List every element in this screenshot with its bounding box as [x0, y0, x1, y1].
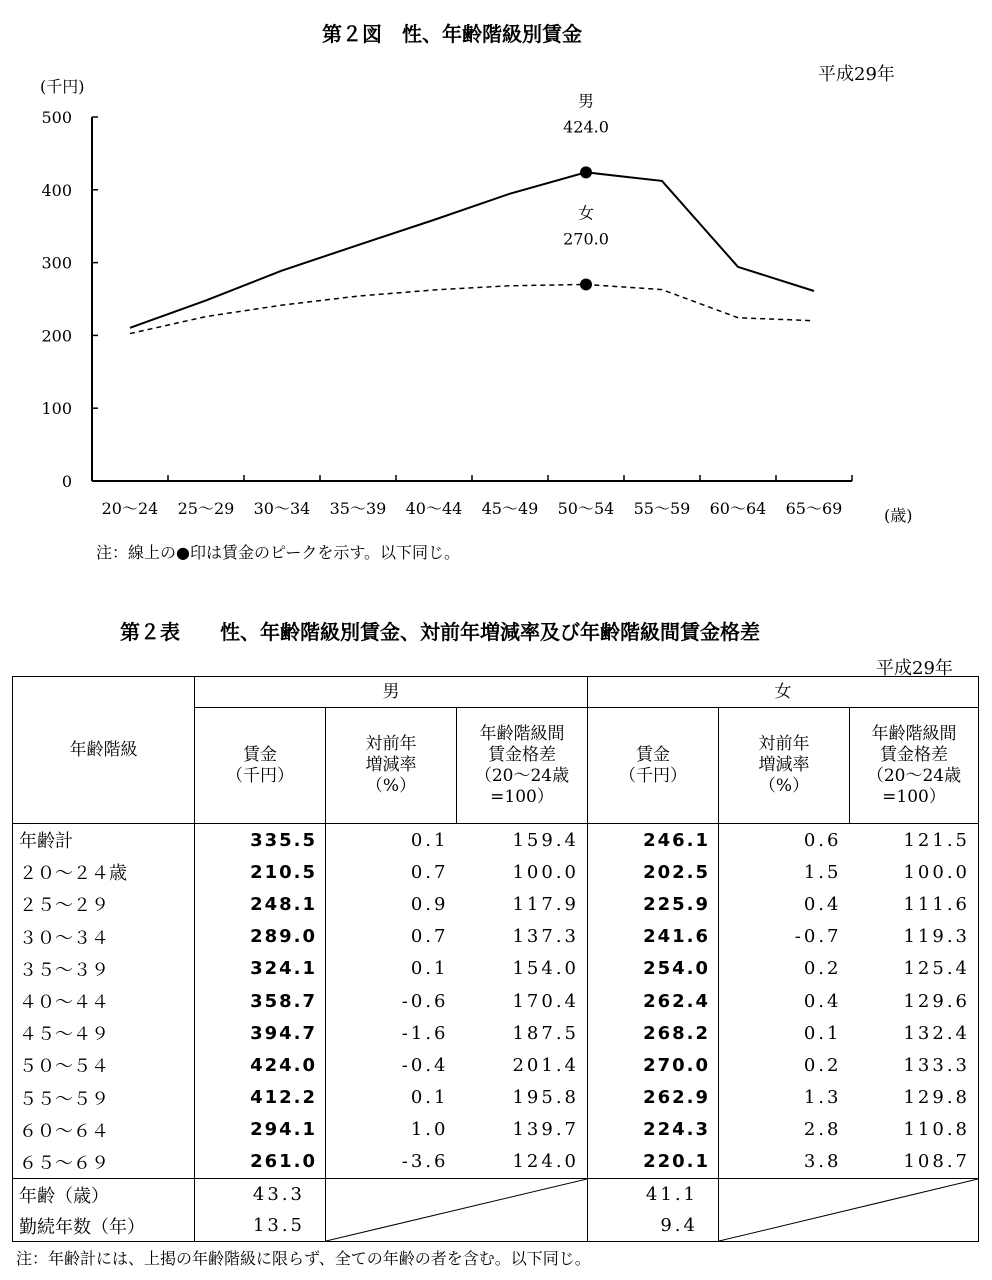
table-row — [13, 921, 979, 953]
cell-m-diff: 195.8 — [457, 1082, 588, 1114]
row-label: ２０～２４歳 — [13, 856, 195, 888]
peak-value-male: 424.0 — [563, 117, 609, 137]
blank-cell-female — [719, 1179, 979, 1242]
cell-m-wage: 248.1 — [195, 888, 326, 920]
row-label: ４０～４４ — [13, 985, 195, 1017]
header-male-diff: 年齢階級間 賃金格差 （20～24歳 =100） — [457, 708, 588, 824]
cell-f-wage: 270.0 — [588, 1049, 719, 1081]
header-male-wage: 賃金 （千円） — [195, 708, 326, 824]
summary-male: 13.5 — [195, 1210, 326, 1242]
cell-m-chg: -0.4 — [326, 1049, 457, 1081]
series-name-male: 男 — [577, 91, 595, 111]
line-chart — [0, 60, 992, 540]
cell-m-diff: 170.4 — [457, 985, 588, 1017]
y-axis-unit: (千円) — [40, 77, 85, 96]
x-tick-label: 65～69 — [785, 499, 843, 518]
summary-body — [13, 1179, 979, 1242]
cell-f-diff: 108.7 — [850, 1146, 979, 1179]
cell-f-chg: 0.4 — [719, 888, 850, 920]
table-note: 注：年齢計には、上掲の年齢階級に限らず、全ての年齢の者を含む。以下同じ。 — [16, 1249, 591, 1268]
y-tick-label: 200 — [41, 326, 72, 346]
row-label: 年齢計 — [13, 824, 195, 857]
cell-f-wage: 202.5 — [588, 856, 719, 888]
cell-m-wage: 394.7 — [195, 1017, 326, 1049]
cell-m-chg: 1.0 — [326, 1114, 457, 1146]
summary-row — [13, 1179, 979, 1211]
series-line-female — [130, 284, 814, 333]
table-year: 平成29年 — [876, 658, 953, 679]
header-male: 男 — [195, 677, 588, 708]
cell-f-wage: 220.1 — [588, 1146, 719, 1179]
cell-f-wage: 225.9 — [588, 888, 719, 920]
row-label: ２５～２９ — [13, 888, 195, 920]
summary-female: 41.1 — [588, 1179, 719, 1211]
cell-f-diff: 121.5 — [850, 824, 979, 857]
table-row — [13, 856, 979, 888]
cell-f-chg: 0.4 — [719, 985, 850, 1017]
cell-m-diff: 100.0 — [457, 856, 588, 888]
x-tick-label: 50～54 — [557, 499, 615, 518]
cell-f-wage: 224.3 — [588, 1114, 719, 1146]
cell-m-wage: 289.0 — [195, 921, 326, 953]
summary-label: 年齢（歳） — [13, 1179, 195, 1211]
header-age-group: 年齢階級 — [13, 677, 195, 824]
cell-m-diff: 154.0 — [457, 953, 588, 985]
cell-f-wage: 254.0 — [588, 953, 719, 985]
x-axis — [92, 475, 913, 525]
x-tick-label: 40～44 — [405, 499, 463, 518]
x-axis-unit: (歳) — [884, 506, 913, 525]
series-name-female: 女 — [577, 203, 595, 223]
cell-m-wage: 261.0 — [195, 1146, 326, 1179]
cell-m-chg: 0.1 — [326, 1082, 457, 1114]
cell-f-chg: 0.2 — [719, 1049, 850, 1081]
table-row — [13, 1049, 979, 1081]
header-female-wage: 賃金 （千円） — [588, 708, 719, 824]
x-tick-label: 35～39 — [329, 499, 387, 518]
x-tick-label: 25～29 — [177, 499, 235, 518]
cell-f-wage: 241.6 — [588, 921, 719, 953]
peak-marker-female — [580, 278, 592, 290]
cell-f-diff: 110.8 — [850, 1114, 979, 1146]
row-label: ４５～４９ — [13, 1017, 195, 1049]
cell-m-wage: 335.5 — [195, 824, 326, 857]
cell-m-chg: -1.6 — [326, 1017, 457, 1049]
row-label: ３５～３９ — [13, 953, 195, 985]
cell-m-diff: 201.4 — [457, 1049, 588, 1081]
row-label: ６０～６４ — [13, 1114, 195, 1146]
cell-f-wage: 246.1 — [588, 824, 719, 857]
cell-f-chg: -0.7 — [719, 921, 850, 953]
table-row — [13, 1114, 979, 1146]
cell-m-chg: 0.9 — [326, 888, 457, 920]
header-male-change: 対前年 増減率 （%） — [326, 708, 457, 824]
cell-m-diff: 139.7 — [457, 1114, 588, 1146]
wage-table — [12, 676, 979, 1242]
cell-m-diff: 124.0 — [457, 1146, 588, 1179]
cell-m-diff: 117.9 — [457, 888, 588, 920]
cell-f-wage: 268.2 — [588, 1017, 719, 1049]
series-line-male — [130, 172, 814, 327]
cell-f-wage: 262.9 — [588, 1082, 719, 1114]
figure-year: 平成29年 — [818, 64, 895, 85]
table-row — [13, 1017, 979, 1049]
cell-m-wage: 210.5 — [195, 856, 326, 888]
table-row — [13, 824, 979, 857]
cell-f-diff: 132.4 — [850, 1017, 979, 1049]
cell-f-chg: 1.3 — [719, 1082, 850, 1114]
cell-m-chg: -3.6 — [326, 1146, 457, 1179]
cell-f-chg: 2.8 — [719, 1114, 850, 1146]
cell-f-diff: 100.0 — [850, 856, 979, 888]
cell-f-diff: 129.6 — [850, 985, 979, 1017]
row-label: ６５～６９ — [13, 1146, 195, 1179]
table-row — [13, 888, 979, 920]
peak-value-female: 270.0 — [563, 229, 609, 249]
summary-label: 勤続年数（年） — [13, 1210, 195, 1242]
cell-m-chg: 0.1 — [326, 953, 457, 985]
cell-m-chg: 0.1 — [326, 824, 457, 857]
row-label: ５０～５４ — [13, 1049, 195, 1081]
y-tick-label: 500 — [41, 108, 72, 127]
cell-f-chg: 3.8 — [719, 1146, 850, 1179]
x-tick-label: 60～64 — [709, 499, 767, 518]
table-title: 第２表 性、年齢階級別賃金、対前年増減率及び年齢階級間賃金格差 — [120, 620, 760, 644]
summary-female: 9.4 — [588, 1210, 719, 1242]
cell-f-diff: 119.3 — [850, 921, 979, 953]
cell-m-wage: 324.1 — [195, 953, 326, 985]
header-female-change: 対前年 増減率 （%） — [719, 708, 850, 824]
cell-f-diff: 133.3 — [850, 1049, 979, 1081]
cell-f-chg: 0.2 — [719, 953, 850, 985]
table-body — [13, 824, 979, 1179]
cell-m-diff: 159.4 — [457, 824, 588, 857]
cell-f-wage: 262.4 — [588, 985, 719, 1017]
cell-m-chg: 0.7 — [326, 921, 457, 953]
cell-m-wage: 412.2 — [195, 1082, 326, 1114]
y-axis — [40, 77, 98, 491]
summary-male: 43.3 — [195, 1179, 326, 1211]
y-tick-label: 0 — [61, 472, 72, 491]
cell-m-wage: 358.7 — [195, 985, 326, 1017]
cell-f-diff: 129.8 — [850, 1082, 979, 1114]
table-row — [13, 953, 979, 985]
cell-m-wage: 424.0 — [195, 1049, 326, 1081]
table-row — [13, 985, 979, 1017]
header-female: 女 — [588, 677, 979, 708]
blank-cell-male — [326, 1179, 588, 1242]
cell-m-diff: 137.3 — [457, 921, 588, 953]
row-label: ５５～５９ — [13, 1082, 195, 1114]
cell-f-diff: 125.4 — [850, 953, 979, 985]
cell-f-chg: 1.5 — [719, 856, 850, 888]
x-tick-label: 45～49 — [481, 499, 539, 518]
cell-f-chg: 0.1 — [719, 1017, 850, 1049]
y-tick-label: 300 — [41, 253, 72, 273]
x-tick-label: 30～34 — [253, 499, 311, 518]
cell-m-wage: 294.1 — [195, 1114, 326, 1146]
figure-note: 注：線上の●印は賃金のピークを示す。以下同じ。 — [96, 543, 461, 562]
cell-m-diff: 187.5 — [457, 1017, 588, 1049]
header-female-diff: 年齢階級間 賃金格差 （20～24歳 =100） — [850, 708, 979, 824]
cell-f-diff: 111.6 — [850, 888, 979, 920]
figure-title: 第２図 性、年齢階級別賃金 — [322, 22, 582, 46]
peak-marker-male — [580, 166, 592, 178]
row-label: ３０～３４ — [13, 921, 195, 953]
y-tick-label: 100 — [41, 399, 72, 419]
cell-f-chg: 0.6 — [719, 824, 850, 857]
table-row — [13, 1082, 979, 1114]
x-tick-label: 55～59 — [633, 499, 691, 518]
cell-m-chg: -0.6 — [326, 985, 457, 1017]
x-tick-label: 20～24 — [101, 499, 159, 518]
cell-m-chg: 0.7 — [326, 856, 457, 888]
table-row — [13, 1146, 979, 1179]
y-tick-label: 400 — [41, 180, 72, 200]
series-lines — [130, 166, 814, 333]
